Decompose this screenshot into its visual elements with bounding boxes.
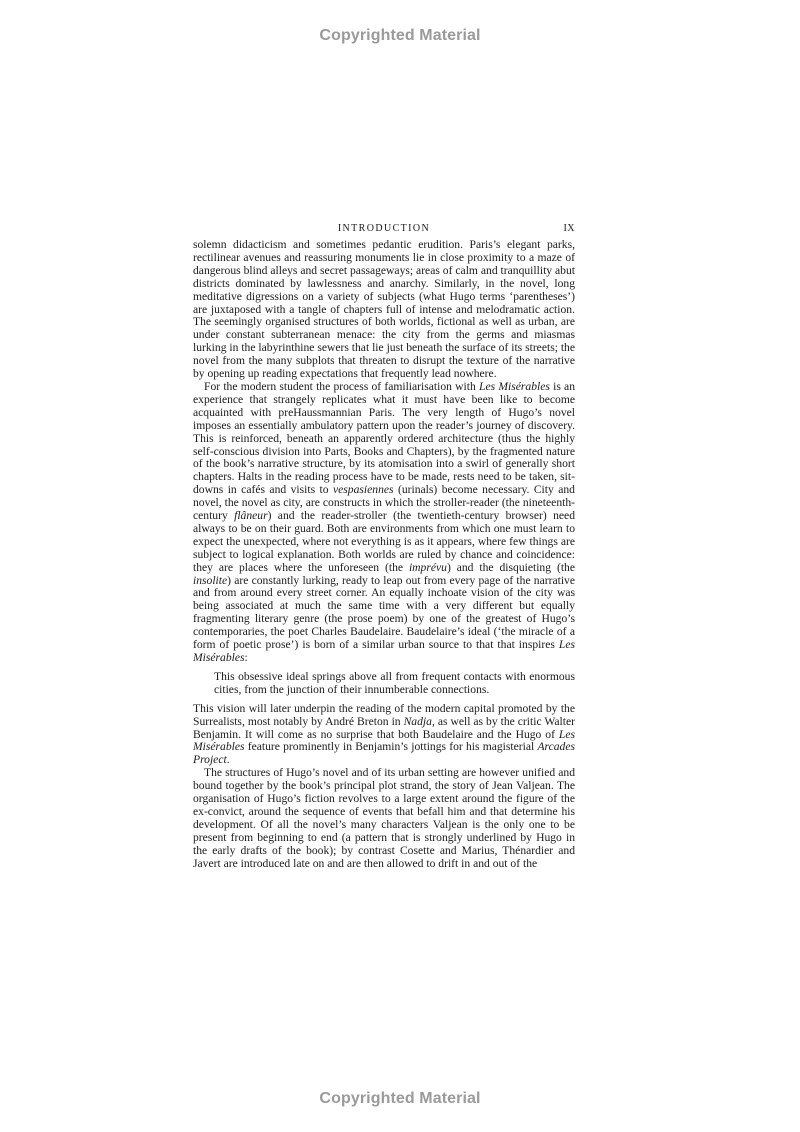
quote-text: This obsessive ideal springs above all from frequent contacts with enormous cities, from the junction of their innumberable connections. [214,669,575,696]
watermark-bottom: Copyrighted Material [319,1090,481,1107]
p2-text-b: is an experience that strangely replicates what it must have been like to become acquainted with preHaussmannian Paris. The very length of Hugo’s novel imposes an essentially ambulatory pattern upon the reader’s journey of discovery. This is reinforced, beneath an apparently ordered architecture (thus the highly self-conscious division into Parts, Books and Chapters), by the fragmented nature of the book’s narrative structure, by its atomisation into a swirl of generally short chapters. Halts in the reading process have to be made, rests need to be taken, sitdowns in cafés and visits to [193,379,575,497]
p3-text-b: , as well as by the critic Walter Benjamin. It will come as no surprise that both Baudelaire and the Hugo of [193,714,575,741]
p3-title-arcades-project: Arcades Project [193,740,575,767]
paragraph-4: The structures of Hugo’s novel and of its urban setting are however unified and bound together by the book’s principal plot strand, the story of Jean Valjean. The organisation of Hugo’s fiction revolves to a large extent around the figure of the ex-convict, around the sequence of events that befall him and that determine his development. Of all the novel’s many characters Valjean is the only one to be present from beginning to end (a pattern that is strongly underlined by Hugo in the early drafts of the book); by contrast Cosette and Marius, Thénardier and Javert are introduced late on and are then allowed to drift in and out of the [193,766,575,870]
running-head-title: INTRODUCTION [337,223,431,234]
paragraph-3 [193,703,575,768]
p2-term-flaneur: flâneur [234,509,268,523]
p2-text-f: ) are constantly lurking, ready to leap out from every page of the narrative and from around every street corner. An equally inchoate vision of the city was being associated at much the same time with a very different but equally fragmenting literary genre (the prose poem) by one of the greatest of Hugo’s contemporaries, the poet Charles Baudelaire. Baudelaire’s ideal (‘the miracle of a form of poetic prose’) is born of a similar urban source to that that inspires [193,573,575,652]
p2-text-e: ) and the disquieting (the [446,560,575,574]
p3-text-d: . [226,753,230,767]
watermark-top: Copyrighted Material [319,27,481,44]
p2-title-les-miserables: Les Misérables [479,379,550,393]
p2-title-les-miserables-2: Les Misérables [193,638,575,664]
p2-term-insolite: insolite [193,573,228,587]
book-page [193,223,575,871]
p2-text-d: ) and the reader-stroller (the twentieth-century browser) need always to be on their guard. Both are environments from which one must learn to expect the unexpected, where not everything is as it appears, where few things are subject to logical explanation. Both worlds are ruled by chance and coincidence: they are places where the unforeseen (the [193,509,575,574]
p3-text-c: feature prominently in Benjamin’s jottings for his magisterial [244,740,538,754]
p3-title-les-miserables: Les Misérables [193,727,575,754]
body-text [193,239,575,871]
p2-text-c: (urinals) become necessary. City and novel, the novel as city, are constructs in which the stroller-reader (the nineteenth-century [193,483,575,523]
paragraph-1: solemn didacticism and sometimes pedantic erudition. Paris’s elegant parks, rectilinear avenues and reassuring monuments lie in close proximity to a maze of dangerous blind alleys and secret passageways; areas of calm and tranquillity abut districts dominated by lawlessness and anarchy. Similarly, in the novel, long meditative digressions on a variety of subjects (what Hugo terms ‘parentheses’) are juxtaposed with a tangle of chapters full of intense and melodramatic action. The seemingly organised structures of both worlds, fictional as well as urban, are under constant subterranean menace: the city from the germs and miasmas lurking in the labyrinthine sewers that lie just beneath the surface of its streets; the novel from the many subplots that threaten to disrupt the texture of the narrative by opening up reading expectations that frequently lead nowhere. [193,238,575,381]
p3-title-nadja: Nadja [403,714,432,728]
p2-term-vespasiennes: vespasiennes [333,483,394,497]
p3-text-a: This vision will later underpin the reading of the modern capital promoted by the Surrealists, most notably by André Breton in [193,701,575,728]
block-quote [214,671,575,697]
paragraph-2 [193,381,575,665]
page-number: IX [563,223,575,234]
running-head [193,223,575,239]
p2-text-g: : [244,651,248,664]
p2-text-a: For the modern student the process of familiarisation with [204,379,480,393]
p2-term-imprevu: imprévu [408,560,447,574]
